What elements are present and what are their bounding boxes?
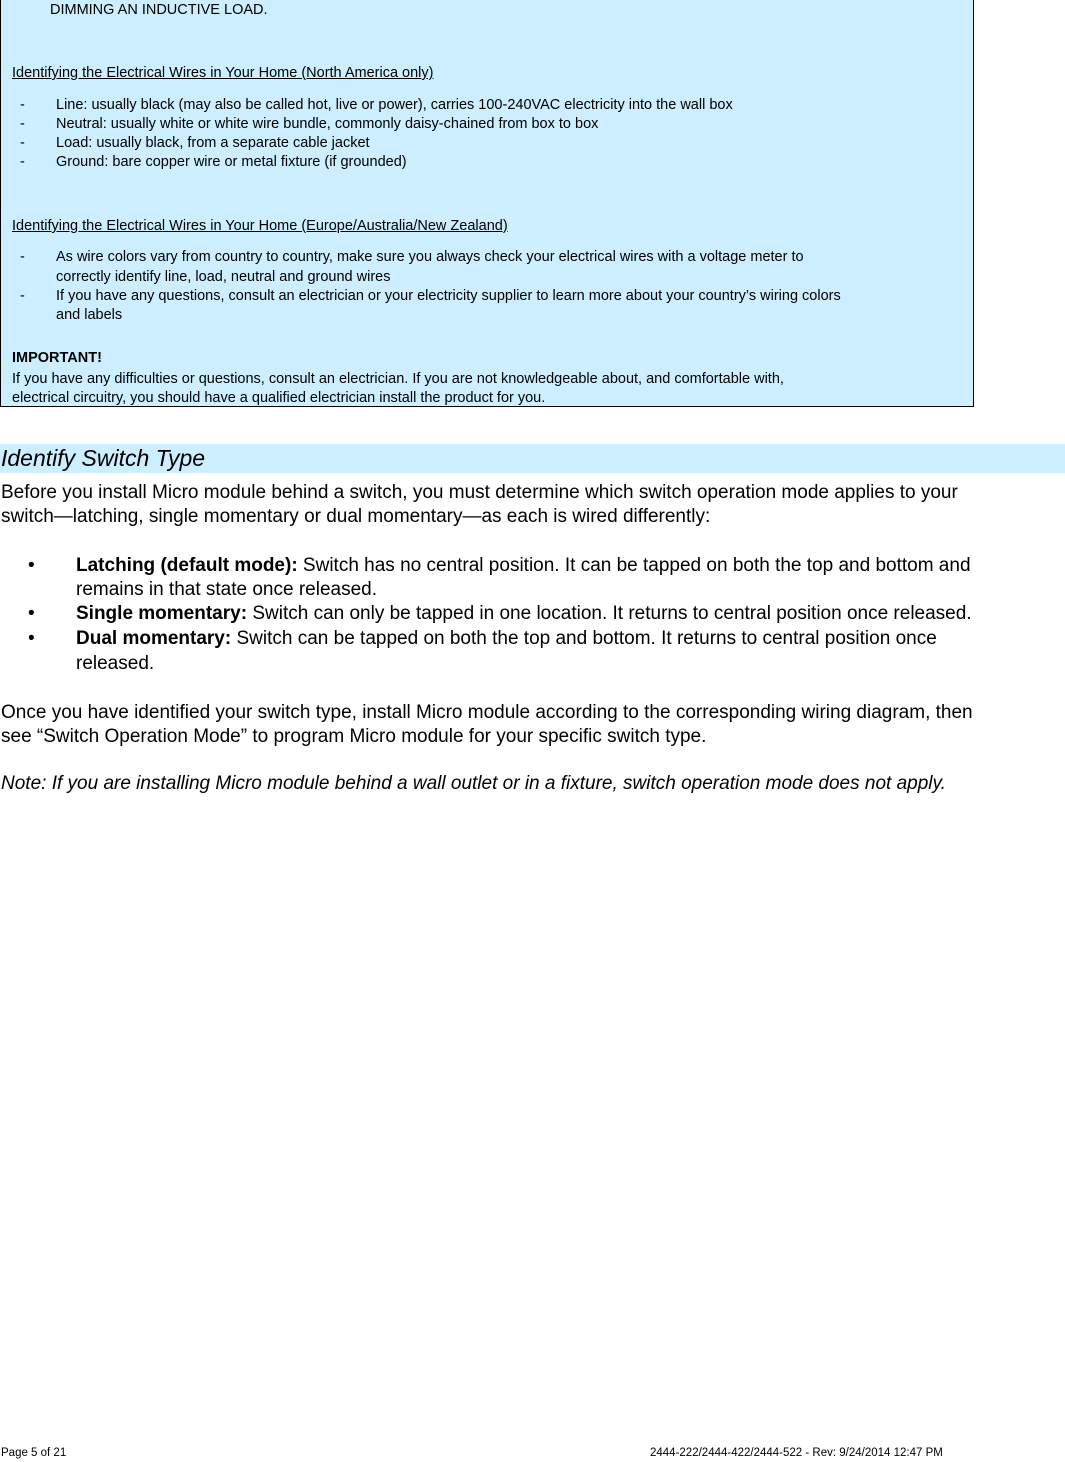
list-item-neutral-wire: Neutral: usually white or white wire bundle, commonly daisy-chained from box to box [56,116,599,132]
footer-document-id: 2444-222/2444-422/2444-522 - Rev: 9/24/2014 12:47 PM [650,1447,943,1459]
bullet-label-dual-momentary: Dual momentary: [76,628,232,649]
bullet-text-dual-momentary: Switch can be tapped on both the top and bottom. It returns to central position once [231,628,937,649]
note-paragraph: Note: If you are installing Micro module behind a wall outlet or in a fixture, switch operation mode does not apply. [1,773,946,794]
intro-paragraph-line1: Before you install Micro module behind a switch, you must determine which switch operation mode applies to your [1,482,958,503]
list-dash: - [20,97,25,113]
list-item-line-wire: Line: usually black (may also be called hot, live or power), carries 100-240VAC electricity into the wall box [56,97,733,113]
bullet-label-single-momentary: Single momentary: [76,603,248,624]
list-dash: - [20,154,25,170]
list-item-load-wire: Load: usually black, from a separate cable jacket [56,135,370,151]
europe-heading: Identifying the Electrical Wires in Your Home (Europe/Australia/New Zealand) [12,218,508,234]
bullet-icon: • [28,555,35,576]
bullet-label-latching: Latching (default mode): [76,555,298,576]
wiring-notice-box [0,0,974,407]
list-dash: - [20,288,25,304]
list-item-single-momentary [76,602,972,626]
list-item-dual-momentary [76,627,937,651]
list-item-dual-momentary-cont: released. [76,653,155,674]
list-item-questions-cont: and labels [56,307,123,323]
bullet-icon: • [28,628,35,649]
notice-top-line: DIMMING AN INDUCTIVE LOAD. [50,2,268,18]
list-item-ground-wire: Ground: bare copper wire or metal fixture (if grounded) [56,154,407,170]
north-america-heading: Identifying the Electrical Wires in Your Home (North America only) [12,65,434,81]
list-item-questions: If you have any questions, consult an electrician or your electricity supplier to learn more about your country’s wiring colors [56,288,841,304]
intro-paragraph-line2: switch—latching, single momentary or dual momentary—as each is wired differently: [1,506,711,527]
footer-page-number: Page 5 of 21 [1,1447,67,1459]
outro-paragraph-line1: Once you have identified your switch type, install Micro module according to the corresponding wiring diagram, then [1,702,973,723]
list-item-wire-colors: As wire colors vary from country to country, make sure you always check your electrical wires with a voltage meter to [56,249,804,265]
list-dash: - [20,249,25,265]
list-dash: - [20,135,25,151]
important-label: IMPORTANT! [12,350,102,366]
important-text-line1: If you have any difficulties or questions, consult an electrician. If you are not knowledgeable about, and comfortable with, [12,371,784,387]
list-item-latching-cont: remains in that state once released. [76,579,378,600]
bullet-text-latching: Switch has no central position. It can be tapped on both the top and bottom and [297,555,971,576]
outro-paragraph-line2: see “Switch Operation Mode” to program Micro module for your specific switch type. [1,726,707,747]
section-heading-identify-switch-type: Identify Switch Type [0,444,1065,473]
bullet-icon: • [28,603,35,624]
list-item-latching [76,554,971,578]
list-dash: - [20,116,25,132]
important-text-line2: electrical circuitry, you should have a qualified electrician install the product for you. [12,390,546,406]
list-item-wire-colors-cont: correctly identify line, load, neutral and ground wires [56,269,391,285]
bullet-text-single-momentary: Switch can only be tapped in one location. It returns to central position once released. [247,603,972,624]
